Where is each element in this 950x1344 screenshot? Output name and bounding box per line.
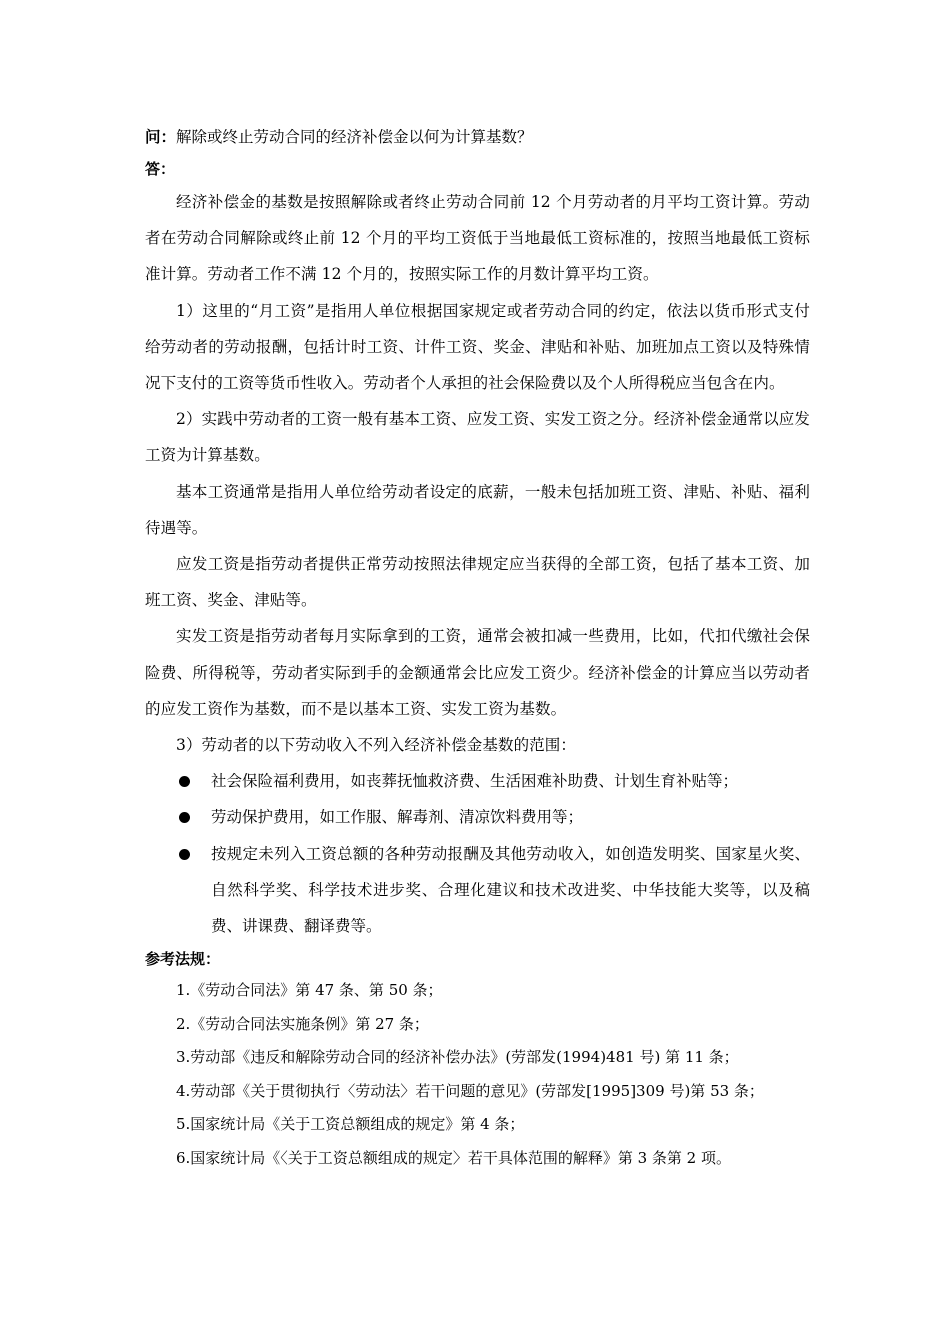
- answer-paragraph: 2）实践中劳动者的工资一般有基本工资、应发工资、实发工资之分。经济补偿金通常以应发工资为计算基数。: [145, 410, 810, 465]
- reference-item: 4.劳动部《关于贯彻执行〈劳动法〉若干问题的意见》(劳部发[1995]309 号)第 53 条；: [176, 1081, 764, 1100]
- list-item: [145, 763, 810, 799]
- answer-paragraph: 基本工资通常是指用人单位给劳动者设定的底薪，一般未包括加班工资、津贴、补贴、福利待遇等。: [145, 482, 810, 537]
- reference-item: 3.劳动部《违反和解除劳动合同的经济补偿办法》(劳部发(1994)481 号) 第 11 条；: [176, 1048, 739, 1067]
- answer-paragraph: 实发工资是指劳动者每月实际拿到的工资，通常会被扣减一些费用，比如，代扣代缴社会保险费、所得税等，劳动者实际到手的金额通常会比应发工资少。经济补偿金的计算应当以劳动者的应发工资作为基数，而不是以基本工资、实发工资为基数。: [145, 627, 810, 718]
- excluded-income-list: [145, 763, 810, 944]
- reference-item: 1.《劳动合同法》第 47 条、第 50 条；: [176, 981, 443, 1000]
- list-item: [145, 836, 810, 945]
- bullet-icon: [179, 849, 190, 860]
- answer-paragraph: 1）这里的“月工资”是指用人单位根据国家规定或者劳动合同的约定，依法以货币形式支付给劳动者的劳动报酬，包括计时工资、计件工资、奖金、津贴和补贴、加班加点工资以及特殊情况下支付的工资等货币性收入。劳动者个人承担的社会保险费以及个人所得税应当包含在内。: [145, 301, 810, 393]
- answer-paragraph: 经济补偿金的基数是按照解除或者终止劳动合同前 12 个月劳动者的月平均工资计算。劳动者在劳动合同解除或终止前 12 个月的平均工资低于当地最低工资标准的，按照当地最低工资标准计算。劳动者工作不满 12 个月的，按照实际工作的月数计算平均工资。: [145, 193, 810, 284]
- document-page: [145, 120, 810, 1175]
- question-line: [145, 120, 810, 154]
- question-label: 问：: [145, 128, 177, 146]
- question-text: 解除或终止劳动合同的经济补偿金以何为计算基数？: [176, 128, 533, 146]
- answer-paragraph: 应发工资是指劳动者提供正常劳动按照法律规定应当获得的全部工资，包括了基本工资、加班工资、奖金、津贴等。: [145, 555, 810, 610]
- reference-item: 5.国家统计局《关于工资总额组成的规定》第 4 条；: [176, 1115, 525, 1134]
- list-item-text: 社会保险福利费用，如丧葬抚恤救济费、生活困难补助费、计划生育补贴等；: [211, 772, 739, 791]
- bullet-icon: [179, 776, 190, 787]
- list-item-text: 劳动保护费用，如工作服、解毒剂、清凉饮料费用等；: [211, 808, 584, 827]
- reference-item: 6.国家统计局《〈关于工资总额组成的规定〉若干具体范围的解释》第 3 条第 2 项。: [176, 1148, 731, 1167]
- references-list: [145, 974, 810, 1175]
- references-title: 参考法规：: [145, 950, 221, 969]
- answer-paragraph: 3）劳动者的以下劳动收入不列入经济补偿金基数的范围：: [176, 736, 576, 755]
- answer-label: 答：: [145, 160, 176, 178]
- list-item: [145, 799, 810, 835]
- bullet-icon: [179, 812, 190, 823]
- reference-item: 2.《劳动合同法实施条例》第 27 条；: [176, 1014, 429, 1033]
- list-item-text: 按规定未列入工资总额的各种劳动报酬及其他劳动收入，如创造发明奖、国家星火奖、自然科学奖、科学技术进步奖、合理化建议和技术改进奖、中华技能大奖等，以及稿费、讲课费、翻译费等。: [211, 844, 810, 936]
